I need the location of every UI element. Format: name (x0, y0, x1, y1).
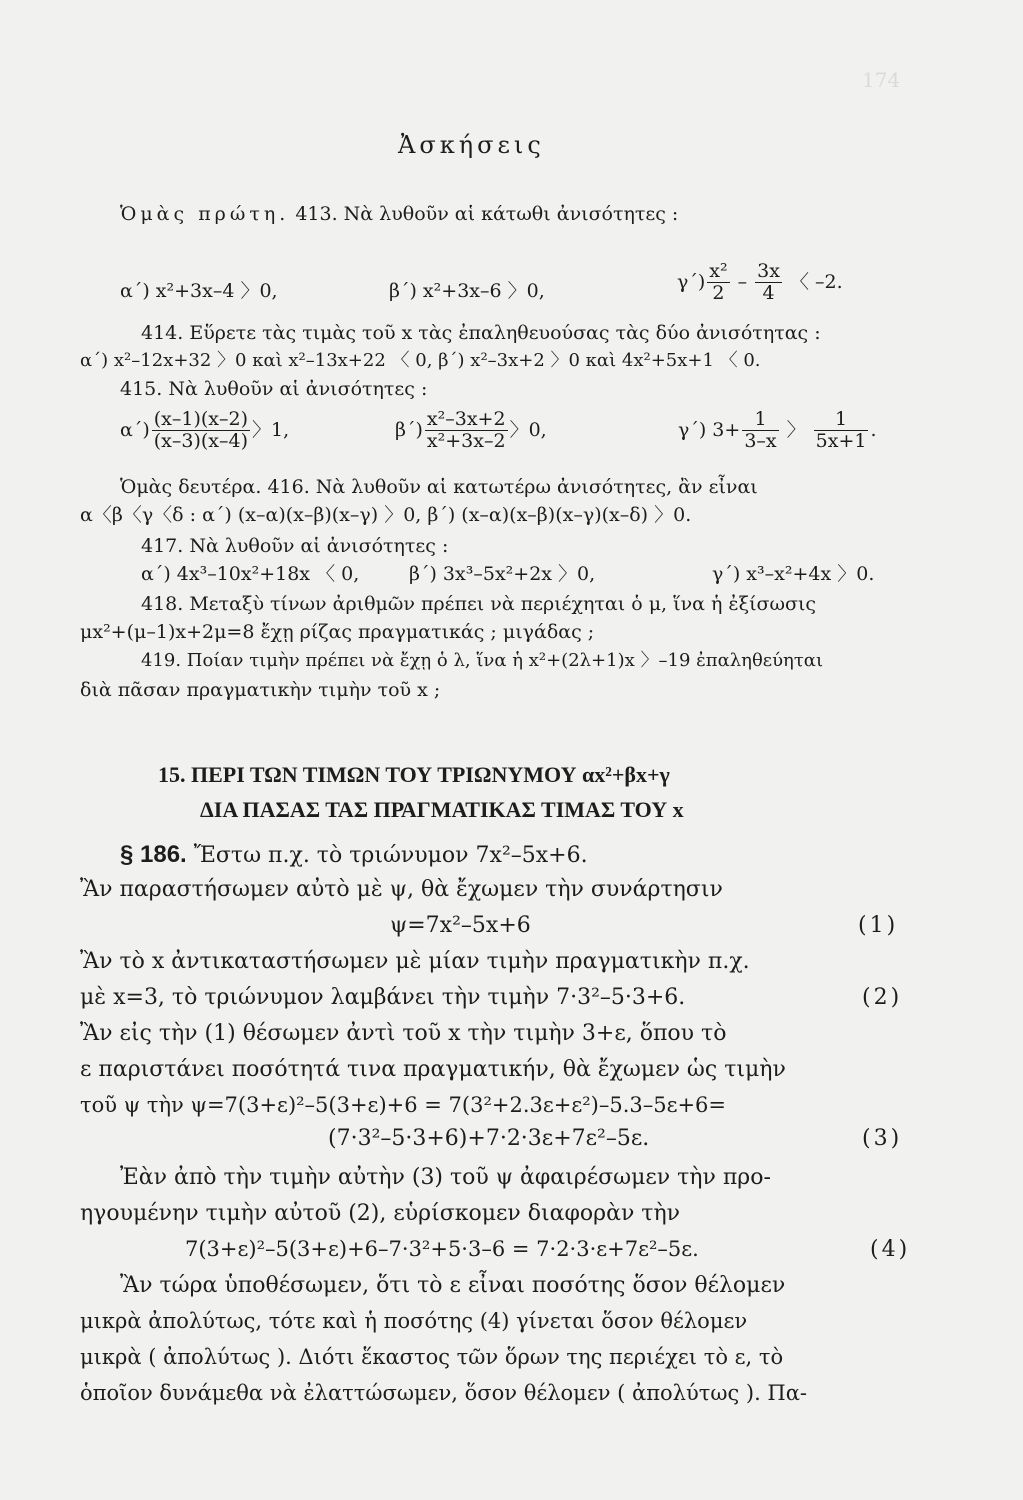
section-heading-line-1: 15. ΠΕΡΙ ΤΩΝ ΤΙΜΩΝ ΤΟΥ ΤΡΙΩΝΥΜΟΥ αx²+βx+γ (158, 762, 670, 787)
exercise-413-b: β΄) x²+3x–6 〉0, (389, 280, 545, 302)
ex415-c-prefix: γ΄) 3+ (678, 419, 741, 441)
ex415-b-prefix: β΄) (395, 419, 423, 441)
equation-1: ψ=7x²–5x+6 (390, 913, 531, 938)
ex413-c-fraction-1 (707, 262, 729, 303)
paragraph-186-line-8: τοῦ ψ τὴν ψ=7(3+ε)²–5(3+ε)+6 = 7(3²+2.3ε+ε²)–5.3–5ε+6= (80, 1093, 727, 1117)
section-heading-line-2: ΔΙΑ ΠΑΣΑΣ ΤΑΣ ΠΡΑΓΜΑΤΙΚΑΣ ΤΙΜΑΣ ΤΟΥ x (200, 797, 684, 822)
paragraph-186-line-10: Ἐὰν ἀπὸ τὴν τιμὴν αὐτὴν (3) τοῦ ψ ἀφαιρέσωμεν τὴν προ- (120, 1165, 771, 1190)
exercise-416-line-1: Ὁμὰς δευτέρα. 416. Νὰ λυθοῦν αἱ κατωτέρω ἀνισότητες, ἂν εἶναι (120, 476, 758, 498)
ex415-c-f2-num: 1 (814, 410, 869, 431)
page-number: 174 (862, 68, 901, 92)
ex413-c-minus: – (737, 271, 748, 293)
ex413-c-f1-num: x² (709, 260, 728, 282)
paragraph-186-line-6: Ἂν εἰς τὴν (1) θέσωμεν ἀντὶ τοῦ x τὴν τιμὴν 3+ε, ὅπου τὸ (80, 1021, 727, 1046)
exercise-417-b: β΄) 3x³–5x²+2x 〉0, (409, 563, 596, 585)
ex415-a-fraction (152, 410, 250, 451)
page-title: Ἀσκήσεις (398, 131, 545, 159)
ex413-c-fraction-2 (755, 262, 782, 303)
equation-3: (7·3²–5·3+6)+7·2·3ε+7ε²–5ε. (328, 1126, 650, 1151)
group-1-label: Ὁμὰς πρώτη. (120, 203, 290, 225)
ex415-c-f1-num: 1 (742, 410, 778, 431)
exercise-413-a: α΄) x²+3x–4 〉0, (120, 280, 278, 302)
exercise-419-line-1: 419. Ποίαν τιμὴν πρέπει νὰ ἔχῃ ὁ λ, ἵνα ἡ x²+(2λ+1)x 〉–19 ἐπαληθεύηται (141, 650, 824, 671)
exercise-418-line-1: 418. Μεταξὺ τίνων ἀριθμῶν πρέπει νὰ περιέχηται ὁ μ, ἵνα ἡ ἐξίσωσις (141, 593, 817, 615)
paragraph-186-line-7: ε παριστάνει ποσότητά τινα πραγματικήν, θὰ ἔχωμεν ὡς τιμὴν (80, 1057, 786, 1082)
exercise-415: 415. Νὰ λυθοῦν αἱ ἀνισότητες : (120, 378, 428, 400)
ex413-c-f2-den: 4 (762, 282, 775, 304)
ex415-b-den: x²+3x–2 (426, 430, 506, 452)
paragraph-186-line-5: μὲ x=3, τὸ τριώνυμον λαμβάνει τὴν τιμὴν 7·3²–5·3+6. (80, 985, 686, 1010)
exercise-417: 417. Νὰ λυθοῦν αἱ ἀνισότητες : (141, 535, 449, 557)
exercise-418-line-2: μx²+(μ–1)x+2μ=8 ἔχῃ ρίζας πραγματικάς ; μιγάδας ; (80, 621, 595, 643)
paragraph-186-line-16: ὁποῖον δυνάμεθα νὰ ἐλαττώσωμεν, ὅσον θέλομεν ( ἀπολύτως ). Πα- (80, 1381, 808, 1405)
exercise-417-a: α΄) 4x³–10x²+18x 〈 0, (141, 563, 360, 585)
exercise-414-line-1: 414. Εὕρετε τὰς τιμὰς τοῦ x τὰς ἐπαληθευούσας τὰς δύο ἀνισότητας : (141, 322, 821, 344)
paragraph-number: § 186. (120, 841, 187, 868)
ex415-a-tail: 〉1, (252, 419, 290, 441)
paragraph-186-line-13: Ἂν τώρα ὑποθέσωμεν, ὅτι τὸ ε εἶναι ποσότης ὅσον θέλομεν (120, 1273, 786, 1298)
ex415-a-den: (x–3)(x–4) (153, 430, 249, 452)
equation-3-number: (3) (862, 1126, 903, 1151)
paragraph-186-line-4: Ἂν τὸ x ἀντικαταστήσωμεν μὲ μίαν τιμὴν πραγματικὴν π.χ. (80, 949, 750, 974)
equation-4: 7(3+ε)²–5(3+ε)+6–7·3²+5·3–6 = 7·2·3·ε+7ε²–5ε. (185, 1237, 699, 1261)
ex413-c-prefix: γ΄) (677, 271, 706, 293)
ex413-c-tail: 〈 –2. (789, 271, 843, 293)
equation-1-number: (1) (858, 913, 899, 938)
paragraph-186-line-1 (120, 843, 588, 867)
ex415-c-fraction-2 (814, 410, 869, 451)
ex415-a-prefix: α΄) (120, 419, 150, 441)
exercise-413-text: 413. Νὰ λυθοῦν αἱ κάτωθι ἀνισότητες : (295, 203, 679, 225)
ex415-b-tail: 〉0, (509, 419, 547, 441)
exercise-415-a (120, 410, 289, 451)
exercise-417-c: γ΄) x³–x²+4x 〉0. (712, 563, 875, 585)
paragraph-186-line-11: ηγουμένην τιμὴν αὐτοῦ (2), εὑρίσκομεν διαφορὰν τὴν (80, 1201, 681, 1226)
exercise-419-line-2: διὰ πᾶσαν πραγματικὴν τιμὴν τοῦ x ; (80, 679, 441, 701)
exercise-415-b (395, 410, 547, 451)
exercise-414-line-2: α΄) x²–12x+32 〉0 καὶ x²–13x+22 〈 0, β΄) x²–3x+2 〉0 καὶ 4x²+5x+1 〈 0. (80, 350, 761, 371)
ex415-b-fraction (425, 410, 508, 451)
ex415-c-fraction-1 (742, 410, 778, 451)
ex413-c-f1-den: 2 (712, 282, 725, 304)
ex415-c-end: . (870, 419, 877, 441)
equation-2-number: (2) (862, 985, 903, 1010)
ex415-c-gt: 〉 (786, 419, 806, 441)
equation-4-number: (4) (870, 1237, 911, 1262)
paragraph-186-line-2: Ἂν παραστήσωμεν αὐτὸ μὲ ψ, θὰ ἔχωμεν τὴν συνάρτησιν (80, 877, 723, 902)
paragraph-186-line-14: μικρὰ ἀπολύτως, τότε καὶ ἡ ποσότης (4) γίνεται ὅσον θέλομεν (80, 1309, 748, 1333)
exercise-415-c (678, 410, 877, 451)
exercise-413 (120, 205, 678, 224)
exercise-416-line-2: α〈β〈γ〈δ : α΄) (x–α)(x–β)(x–γ) 〉0, β΄) (x–α)(x–β)(x–γ)(x–δ) 〉0. (80, 504, 692, 526)
ex415-b-num: x²–3x+2 (426, 408, 506, 430)
ex415-c-f1-den: 3–x (744, 430, 777, 452)
ex413-c-f2-num: 3x (757, 260, 780, 282)
ex415-c-f2-den: 5x+1 (815, 430, 867, 452)
paragraph-186-text: Ἔστω π.χ. τὸ τριώνυμον 7x²–5x+6. (193, 843, 588, 868)
paragraph-186-line-15: μικρὰ ( ἀπολύτως ). Διότι ἕκαστος τῶν ὅρων της περιέχει τὸ ε, τὸ (80, 1345, 784, 1369)
exercise-413-c (677, 262, 843, 303)
ex415-a-num: (x–1)(x–2) (153, 408, 249, 430)
